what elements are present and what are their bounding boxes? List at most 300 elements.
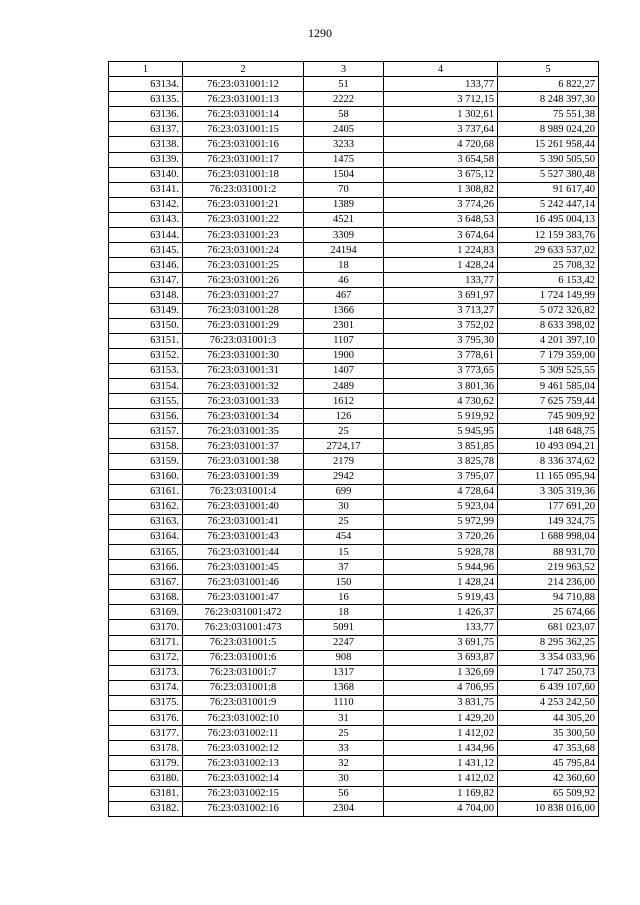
- cadastral-number-cell: 76:23:031001:43: [183, 529, 304, 544]
- row-number-cell: 63138.: [109, 137, 183, 152]
- row-number-cell: 63164.: [109, 529, 183, 544]
- cadastral-value-cell: 4 201 397,10: [498, 333, 599, 348]
- area-cell: 908: [304, 650, 384, 665]
- table-row: [109, 605, 599, 620]
- area-cell: 2405: [304, 122, 384, 137]
- table-row: [109, 258, 599, 273]
- cadastral-value-cell: 88 931,70: [498, 545, 599, 560]
- table-row: [109, 243, 599, 258]
- cadastral-number-cell: 76:23:031001:3: [183, 333, 304, 348]
- row-number-cell: 63136.: [109, 107, 183, 122]
- row-number-cell: 63165.: [109, 545, 183, 560]
- row-number-cell: 63139.: [109, 152, 183, 167]
- row-number-cell: 63141.: [109, 182, 183, 197]
- area-cell: 56: [304, 786, 384, 801]
- cadastral-value-cell: 148 648,75: [498, 424, 599, 439]
- cadastral-value-cell: 1 747 250,73: [498, 665, 599, 680]
- row-number-cell: 63135.: [109, 92, 183, 107]
- table-row: [109, 801, 599, 816]
- cadastral-value-cell: 745 909,92: [498, 409, 599, 424]
- row-number-cell: 63140.: [109, 167, 183, 182]
- area-cell: 25: [304, 424, 384, 439]
- specific-value-cell: 5 919,43: [384, 590, 498, 605]
- table-row: [109, 741, 599, 756]
- cadastral-value-cell: 47 353,68: [498, 741, 599, 756]
- row-number-cell: 63170.: [109, 620, 183, 635]
- area-cell: 30: [304, 499, 384, 514]
- cadastral-value-cell: 11 165 095,94: [498, 469, 599, 484]
- cadastral-number-cell: 76:23:031001:31: [183, 363, 304, 378]
- cadastral-value-cell: 65 509,92: [498, 786, 599, 801]
- row-number-cell: 63153.: [109, 363, 183, 378]
- area-cell: 33: [304, 741, 384, 756]
- cadastral-value-cell: 5 390 505,50: [498, 152, 599, 167]
- cadastral-value-cell: 29 633 537,02: [498, 243, 599, 258]
- table-row: [109, 333, 599, 348]
- row-number-cell: 63152.: [109, 348, 183, 363]
- specific-value-cell: 1 428,24: [384, 575, 498, 590]
- specific-value-cell: 3 773,65: [384, 363, 498, 378]
- column-header: 4: [384, 62, 498, 77]
- specific-value-cell: 5 928,78: [384, 545, 498, 560]
- table-row: [109, 469, 599, 484]
- table-row: [109, 152, 599, 167]
- column-header: 1: [109, 62, 183, 77]
- row-number-cell: 63148.: [109, 288, 183, 303]
- cadastral-number-cell: 76:23:031001:47: [183, 590, 304, 605]
- area-cell: 32: [304, 756, 384, 771]
- table-row: [109, 575, 599, 590]
- area-cell: 1612: [304, 394, 384, 409]
- table-row: [109, 545, 599, 560]
- area-cell: 2222: [304, 92, 384, 107]
- table-row: [109, 137, 599, 152]
- cadastral-number-cell: 76:23:031001:45: [183, 560, 304, 575]
- table-row: [109, 92, 599, 107]
- cadastral-number-cell: 76:23:031001:38: [183, 454, 304, 469]
- specific-value-cell: 1 302,61: [384, 107, 498, 122]
- area-cell: 1368: [304, 680, 384, 695]
- specific-value-cell: 5 919,92: [384, 409, 498, 424]
- area-cell: 37: [304, 560, 384, 575]
- cadastral-number-cell: 76:23:031001:24: [183, 243, 304, 258]
- table-row: [109, 514, 599, 529]
- specific-value-cell: 3 851,85: [384, 439, 498, 454]
- cadastral-number-cell: 76:23:031001:8: [183, 680, 304, 695]
- specific-value-cell: 3 675,12: [384, 167, 498, 182]
- cadastral-number-cell: 76:23:031001:25: [183, 258, 304, 273]
- table-row: [109, 273, 599, 288]
- table-row: [109, 167, 599, 182]
- area-cell: 1389: [304, 197, 384, 212]
- row-number-cell: 63173.: [109, 665, 183, 680]
- area-cell: 454: [304, 529, 384, 544]
- specific-value-cell: 133,77: [384, 273, 498, 288]
- area-cell: 467: [304, 288, 384, 303]
- cadastral-value-table: [108, 61, 599, 817]
- cadastral-value-cell: 15 261 958,44: [498, 137, 599, 152]
- table-row: [109, 424, 599, 439]
- area-cell: 31: [304, 711, 384, 726]
- row-number-cell: 63167.: [109, 575, 183, 590]
- cadastral-number-cell: 76:23:031001:472: [183, 605, 304, 620]
- specific-value-cell: 3 674,64: [384, 228, 498, 243]
- specific-value-cell: 1 412,02: [384, 771, 498, 786]
- cadastral-number-cell: 76:23:031001:28: [183, 303, 304, 318]
- cadastral-number-cell: 76:23:031001:29: [183, 318, 304, 333]
- cadastral-number-cell: 76:23:031001:14: [183, 107, 304, 122]
- cadastral-value-cell: 681 023,07: [498, 620, 599, 635]
- row-number-cell: 63143.: [109, 212, 183, 227]
- table-row: [109, 122, 599, 137]
- cadastral-number-cell: 76:23:031001:35: [183, 424, 304, 439]
- row-number-cell: 63166.: [109, 560, 183, 575]
- area-cell: 699: [304, 484, 384, 499]
- table-row: [109, 363, 599, 378]
- area-cell: 70: [304, 182, 384, 197]
- table-row: [109, 212, 599, 227]
- area-cell: 51: [304, 77, 384, 92]
- specific-value-cell: 3 712,15: [384, 92, 498, 107]
- specific-value-cell: 3 778,61: [384, 348, 498, 363]
- specific-value-cell: 1 434,96: [384, 741, 498, 756]
- row-number-cell: 63179.: [109, 756, 183, 771]
- cadastral-number-cell: 76:23:031001:41: [183, 514, 304, 529]
- cadastral-value-cell: 25 708,32: [498, 258, 599, 273]
- specific-value-cell: 3 720,26: [384, 529, 498, 544]
- cadastral-number-cell: 76:23:031001:22: [183, 212, 304, 227]
- specific-value-cell: 1 308,82: [384, 182, 498, 197]
- cadastral-value-cell: 3 305 319,36: [498, 484, 599, 499]
- cadastral-number-cell: 76:23:031002:14: [183, 771, 304, 786]
- cadastral-value-cell: 16 495 004,13: [498, 212, 599, 227]
- area-cell: 15: [304, 545, 384, 560]
- column-header: 2: [183, 62, 304, 77]
- table-row: [109, 77, 599, 92]
- cadastral-value-cell: 94 710,88: [498, 590, 599, 605]
- specific-value-cell: 4 730,62: [384, 394, 498, 409]
- specific-value-cell: 5 945,95: [384, 424, 498, 439]
- cadastral-value-cell: 219 963,52: [498, 560, 599, 575]
- specific-value-cell: 4 720,68: [384, 137, 498, 152]
- table-row: [109, 228, 599, 243]
- cadastral-value-cell: 4 253 242,50: [498, 695, 599, 710]
- specific-value-cell: 1 326,69: [384, 665, 498, 680]
- cadastral-value-cell: 1 688 998,04: [498, 529, 599, 544]
- specific-value-cell: 5 944,96: [384, 560, 498, 575]
- area-cell: 2247: [304, 635, 384, 650]
- table-row: [109, 454, 599, 469]
- row-number-cell: 63171.: [109, 635, 183, 650]
- row-number-cell: 63175.: [109, 695, 183, 710]
- specific-value-cell: 1 426,37: [384, 605, 498, 620]
- cadastral-value-cell: 25 674,66: [498, 605, 599, 620]
- cadastral-value-cell: 149 324,75: [498, 514, 599, 529]
- table-row: [109, 786, 599, 801]
- area-cell: 25: [304, 726, 384, 741]
- cadastral-value-cell: 8 989 024,20: [498, 122, 599, 137]
- cadastral-number-cell: 76:23:031001:37: [183, 439, 304, 454]
- area-cell: 1407: [304, 363, 384, 378]
- area-cell: 2724,17: [304, 439, 384, 454]
- table-row: [109, 394, 599, 409]
- cadastral-value-cell: 6 153,42: [498, 273, 599, 288]
- cadastral-number-cell: 76:23:031002:16: [183, 801, 304, 816]
- cadastral-value-cell: 5 072 326,82: [498, 303, 599, 318]
- specific-value-cell: 3 737,64: [384, 122, 498, 137]
- table-row: [109, 409, 599, 424]
- table-row: [109, 695, 599, 710]
- table-row: [109, 620, 599, 635]
- area-cell: 1504: [304, 167, 384, 182]
- specific-value-cell: 1 431,12: [384, 756, 498, 771]
- cadastral-value-cell: 7 179 359,00: [498, 348, 599, 363]
- cadastral-number-cell: 76:23:031001:26: [183, 273, 304, 288]
- specific-value-cell: 3 713,27: [384, 303, 498, 318]
- row-number-cell: 63149.: [109, 303, 183, 318]
- cadastral-number-cell: 76:23:031001:9: [183, 695, 304, 710]
- area-cell: 30: [304, 771, 384, 786]
- area-cell: 1110: [304, 695, 384, 710]
- cadastral-value-cell: 6 822,27: [498, 77, 599, 92]
- cadastral-number-cell: 76:23:031001:44: [183, 545, 304, 560]
- area-cell: 1317: [304, 665, 384, 680]
- table-row: [109, 378, 599, 393]
- area-cell: 126: [304, 409, 384, 424]
- row-number-cell: 63157.: [109, 424, 183, 439]
- area-cell: 25: [304, 514, 384, 529]
- cadastral-number-cell: 76:23:031001:21: [183, 197, 304, 212]
- cadastral-number-cell: 76:23:031001:2: [183, 182, 304, 197]
- row-number-cell: 63181.: [109, 786, 183, 801]
- row-number-cell: 63146.: [109, 258, 183, 273]
- cadastral-number-cell: 76:23:031001:4: [183, 484, 304, 499]
- table-row: [109, 726, 599, 741]
- specific-value-cell: 3 774,26: [384, 197, 498, 212]
- table-row: [109, 680, 599, 695]
- cadastral-number-cell: 76:23:031001:6: [183, 650, 304, 665]
- cadastral-value-cell: 10 838 016,00: [498, 801, 599, 816]
- table-row: [109, 439, 599, 454]
- row-number-cell: 63177.: [109, 726, 183, 741]
- specific-value-cell: 4 706,95: [384, 680, 498, 695]
- specific-value-cell: 5 923,04: [384, 499, 498, 514]
- cadastral-number-cell: 76:23:031001:23: [183, 228, 304, 243]
- row-number-cell: 63182.: [109, 801, 183, 816]
- specific-value-cell: 133,77: [384, 620, 498, 635]
- row-number-cell: 63176.: [109, 711, 183, 726]
- row-number-cell: 63134.: [109, 77, 183, 92]
- cadastral-value-cell: 10 493 094,21: [498, 439, 599, 454]
- table-header-row: [109, 62, 599, 77]
- row-number-cell: 63161.: [109, 484, 183, 499]
- table-row: [109, 499, 599, 514]
- table-row: [109, 635, 599, 650]
- specific-value-cell: 133,77: [384, 77, 498, 92]
- area-cell: 3309: [304, 228, 384, 243]
- cadastral-number-cell: 76:23:031001:39: [183, 469, 304, 484]
- table-row: [109, 590, 599, 605]
- row-number-cell: 63151.: [109, 333, 183, 348]
- cadastral-number-cell: 76:23:031001:12: [183, 77, 304, 92]
- cadastral-value-cell: 8 295 362,25: [498, 635, 599, 650]
- row-number-cell: 63169.: [109, 605, 183, 620]
- cadastral-value-cell: 8 248 397,30: [498, 92, 599, 107]
- cadastral-number-cell: 76:23:031001:7: [183, 665, 304, 680]
- cadastral-value-cell: 42 360,60: [498, 771, 599, 786]
- row-number-cell: 63150.: [109, 318, 183, 333]
- cadastral-number-cell: 76:23:031002:15: [183, 786, 304, 801]
- cadastral-number-cell: 76:23:031001:16: [183, 137, 304, 152]
- page-number: 1290: [308, 26, 332, 40]
- table-row: [109, 665, 599, 680]
- area-cell: 2179: [304, 454, 384, 469]
- area-cell: 3233: [304, 137, 384, 152]
- cadastral-value-cell: 75 551,38: [498, 107, 599, 122]
- area-cell: 58: [304, 107, 384, 122]
- cadastral-value-cell: 8 633 398,02: [498, 318, 599, 333]
- table-row: [109, 197, 599, 212]
- cadastral-value-cell: 12 159 383,76: [498, 228, 599, 243]
- specific-value-cell: 3 801,36: [384, 378, 498, 393]
- cadastral-value-cell: 9 461 585,04: [498, 378, 599, 393]
- row-number-cell: 63180.: [109, 771, 183, 786]
- cadastral-value-cell: 5 309 525,55: [498, 363, 599, 378]
- cadastral-number-cell: 76:23:031001:33: [183, 394, 304, 409]
- specific-value-cell: 3 693,87: [384, 650, 498, 665]
- cadastral-value-cell: 5 527 380,48: [498, 167, 599, 182]
- table-row: [109, 771, 599, 786]
- area-cell: 1107: [304, 333, 384, 348]
- area-cell: 1475: [304, 152, 384, 167]
- specific-value-cell: 1 169,82: [384, 786, 498, 801]
- cadastral-number-cell: 76:23:031001:46: [183, 575, 304, 590]
- table-row: [109, 303, 599, 318]
- cadastral-number-cell: 76:23:031001:5: [183, 635, 304, 650]
- row-number-cell: 63156.: [109, 409, 183, 424]
- table-row: [109, 711, 599, 726]
- specific-value-cell: 3 831,75: [384, 695, 498, 710]
- row-number-cell: 63158.: [109, 439, 183, 454]
- area-cell: 18: [304, 605, 384, 620]
- cadastral-value-cell: 214 236,00: [498, 575, 599, 590]
- specific-value-cell: 4 728,64: [384, 484, 498, 499]
- specific-value-cell: 3 795,07: [384, 469, 498, 484]
- cadastral-number-cell: 76:23:031001:40: [183, 499, 304, 514]
- specific-value-cell: 3 825,78: [384, 454, 498, 469]
- specific-value-cell: 3 691,75: [384, 635, 498, 650]
- area-cell: 18: [304, 258, 384, 273]
- area-cell: 46: [304, 273, 384, 288]
- cadastral-number-cell: 76:23:031002:13: [183, 756, 304, 771]
- area-cell: 16: [304, 590, 384, 605]
- row-number-cell: 63163.: [109, 514, 183, 529]
- area-cell: 150: [304, 575, 384, 590]
- table-row: [109, 107, 599, 122]
- specific-value-cell: 3 752,02: [384, 318, 498, 333]
- specific-value-cell: 1 428,24: [384, 258, 498, 273]
- area-cell: 2489: [304, 378, 384, 393]
- row-number-cell: 63137.: [109, 122, 183, 137]
- row-number-cell: 63147.: [109, 273, 183, 288]
- cadastral-number-cell: 76:23:031002:10: [183, 711, 304, 726]
- row-number-cell: 63142.: [109, 197, 183, 212]
- area-cell: 2304: [304, 801, 384, 816]
- area-cell: 1366: [304, 303, 384, 318]
- specific-value-cell: 3 795,30: [384, 333, 498, 348]
- cadastral-number-cell: 76:23:031001:17: [183, 152, 304, 167]
- row-number-cell: 63162.: [109, 499, 183, 514]
- specific-value-cell: 5 972,99: [384, 514, 498, 529]
- row-number-cell: 63145.: [109, 243, 183, 258]
- row-number-cell: 63159.: [109, 454, 183, 469]
- table-row: [109, 348, 599, 363]
- specific-value-cell: 3 691,97: [384, 288, 498, 303]
- cadastral-number-cell: 76:23:031001:473: [183, 620, 304, 635]
- area-cell: 5091: [304, 620, 384, 635]
- table-row: [109, 560, 599, 575]
- table-row: [109, 288, 599, 303]
- row-number-cell: 63160.: [109, 469, 183, 484]
- specific-value-cell: 3 654,58: [384, 152, 498, 167]
- cadastral-value-cell: 7 625 759,44: [498, 394, 599, 409]
- cadastral-number-cell: 76:23:031001:15: [183, 122, 304, 137]
- area-cell: 2301: [304, 318, 384, 333]
- cadastral-number-cell: 76:23:031002:11: [183, 726, 304, 741]
- area-cell: 2942: [304, 469, 384, 484]
- cadastral-value-cell: 45 795,84: [498, 756, 599, 771]
- cadastral-number-cell: 76:23:031001:32: [183, 378, 304, 393]
- column-header: 5: [498, 62, 599, 77]
- cadastral-value-cell: 177 691,20: [498, 499, 599, 514]
- specific-value-cell: 3 648,53: [384, 212, 498, 227]
- cadastral-value-cell: 1 724 149,99: [498, 288, 599, 303]
- cadastral-value-cell: 44 305,20: [498, 711, 599, 726]
- area-cell: 24194: [304, 243, 384, 258]
- cadastral-value-cell: 8 336 374,62: [498, 454, 599, 469]
- cadastral-number-cell: 76:23:031001:18: [183, 167, 304, 182]
- area-cell: 1900: [304, 348, 384, 363]
- cadastral-value-cell: 91 617,40: [498, 182, 599, 197]
- cadastral-number-cell: 76:23:031002:12: [183, 741, 304, 756]
- row-number-cell: 63154.: [109, 378, 183, 393]
- area-cell: 4521: [304, 212, 384, 227]
- cadastral-value-cell: 5 242 447,14: [498, 197, 599, 212]
- row-number-cell: 63144.: [109, 228, 183, 243]
- cadastral-number-cell: 76:23:031001:30: [183, 348, 304, 363]
- cadastral-value-cell: 6 439 107,60: [498, 680, 599, 695]
- cadastral-number-cell: 76:23:031001:34: [183, 409, 304, 424]
- row-number-cell: 63168.: [109, 590, 183, 605]
- row-number-cell: 63172.: [109, 650, 183, 665]
- cadastral-value-cell: 3 354 033,96: [498, 650, 599, 665]
- specific-value-cell: 1 224,83: [384, 243, 498, 258]
- row-number-cell: 63178.: [109, 741, 183, 756]
- table-row: [109, 650, 599, 665]
- column-header: 3: [304, 62, 384, 77]
- table-row: [109, 756, 599, 771]
- specific-value-cell: 4 704,00: [384, 801, 498, 816]
- row-number-cell: 63155.: [109, 394, 183, 409]
- specific-value-cell: 1 412,02: [384, 726, 498, 741]
- table-row: [109, 484, 599, 499]
- table-row: [109, 182, 599, 197]
- cadastral-value-cell: 35 300,50: [498, 726, 599, 741]
- row-number-cell: 63174.: [109, 680, 183, 695]
- cadastral-number-cell: 76:23:031001:27: [183, 288, 304, 303]
- specific-value-cell: 1 429,20: [384, 711, 498, 726]
- table-row: [109, 318, 599, 333]
